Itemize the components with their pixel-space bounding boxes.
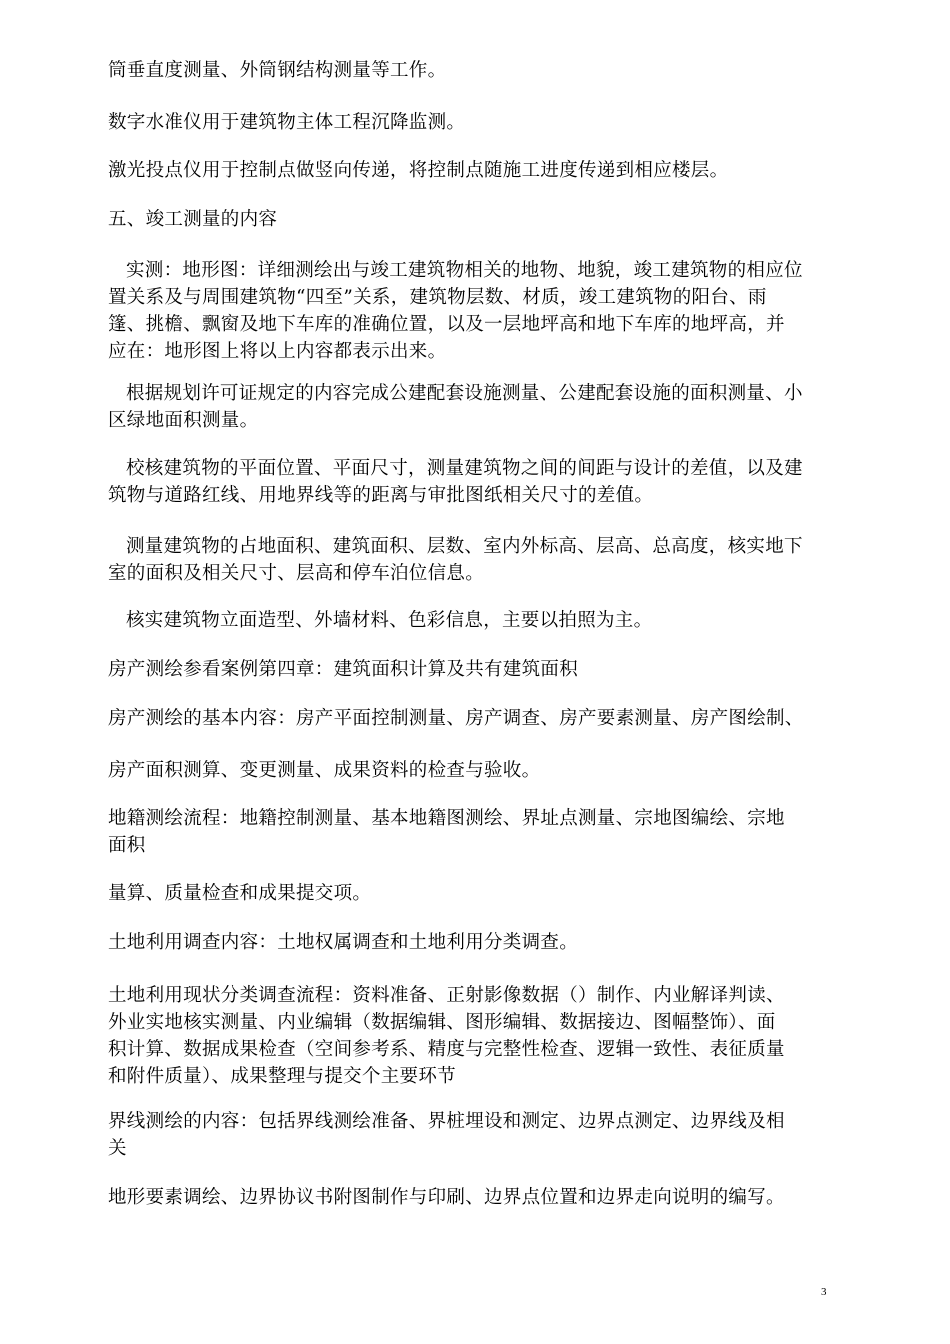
text-line: 房产测绘参看案例第四章：建筑面积计算及共有建筑面积 bbox=[108, 659, 579, 680]
text-line: 测量建筑物的占地面积、建筑面积、层数、室内外标高、层高、总高度，核实地下 bbox=[126, 536, 803, 557]
text-line: 激光投点仪用于控制点做竖向传递，将控制点随施工进度传递到相应楼层。 bbox=[108, 160, 729, 181]
text-line: 筑物与道路红线、用地界线等的距离与审批图纸相关尺寸的差值。 bbox=[108, 485, 654, 506]
text-line: 量算、质量检查和成果提交项。 bbox=[108, 883, 372, 904]
page-number: 3 bbox=[821, 1286, 827, 1298]
text-line: 界线测绘的内容：包括界线测绘准备、界桩埋设和测定、边界点测定、边界线及相 bbox=[108, 1111, 785, 1132]
text-line: 核实建筑物立面造型、外墙材料、色彩信息，主要以拍照为主。 bbox=[126, 610, 653, 631]
text-line: 区绿地面积测量。 bbox=[108, 410, 259, 431]
text-line: 室的面积及相关尺寸、层高和停车泊位信息。 bbox=[108, 563, 485, 584]
text-line: 和附件质量）、成果整理与提交个主要环节 bbox=[108, 1066, 456, 1087]
text-line: 地籍测绘流程：地籍控制测量、基本地籍图测绘、界址点测量、宗地图编绘、宗地 bbox=[108, 808, 785, 829]
text-line: 积计算、数据成果检查（空间参考系、精度与完整性检查、逻辑一致性、表征质量 bbox=[108, 1039, 785, 1060]
text-line: 应在：地形图上将以上内容都表示出来。 bbox=[108, 341, 447, 362]
text-line: 外业实地核实测量、内业编辑（数据编辑、图形编辑、数据接边、图幅整饰）、面 bbox=[108, 1012, 776, 1033]
text-line: 地形要素调绘、边界协议书附图制作与印刷、边界点位置和边界走向说明的编写。 bbox=[108, 1187, 785, 1208]
text-line: 筒垂直度测量、外筒钢结构测量等工作。 bbox=[108, 60, 447, 81]
text-line: 实测：地形图：详细测绘出与竣工建筑物相关的地物、地貌，竣工建筑物的相应位 bbox=[126, 260, 803, 281]
text-line: 关 bbox=[108, 1138, 127, 1159]
text-line: 置关系及与周围建筑物“四至”关系，建筑物层数、材质，竣工建筑物的阳台、雨 bbox=[108, 287, 767, 308]
text-line: 土地利用调查内容：土地权属调查和土地利用分类调查。 bbox=[108, 932, 579, 953]
text-line: 数字水准仪用于建筑物主体工程沉降监测。 bbox=[108, 112, 466, 133]
text-line: 房产测绘的基本内容：房产平面控制测量、房产调查、房产要素测量、房产图绘制、 bbox=[108, 708, 804, 729]
section-heading: 五、竣工测量的内容 bbox=[108, 209, 278, 230]
text-line: 根据规划许可证规定的内容完成公建配套设施测量、公建配套设施的面积测量、小 bbox=[126, 383, 803, 404]
text-line: 篷、挑檐、飘窗及地下车库的准确位置，以及一层地坪高和地下车库的地坪高，并 bbox=[108, 314, 785, 335]
text-line: 校核建筑物的平面位置、平面尺寸，测量建筑物之间的间距与设计的差值，以及建 bbox=[126, 458, 803, 479]
text-line: 面积 bbox=[108, 835, 146, 856]
text-line: 房产面积测算、变更测量、成果资料的检查与验收。 bbox=[108, 760, 541, 781]
text-line: 土地利用现状分类调查流程：资料准备、正射影像数据（）制作、内业解译判读、 bbox=[108, 985, 785, 1006]
